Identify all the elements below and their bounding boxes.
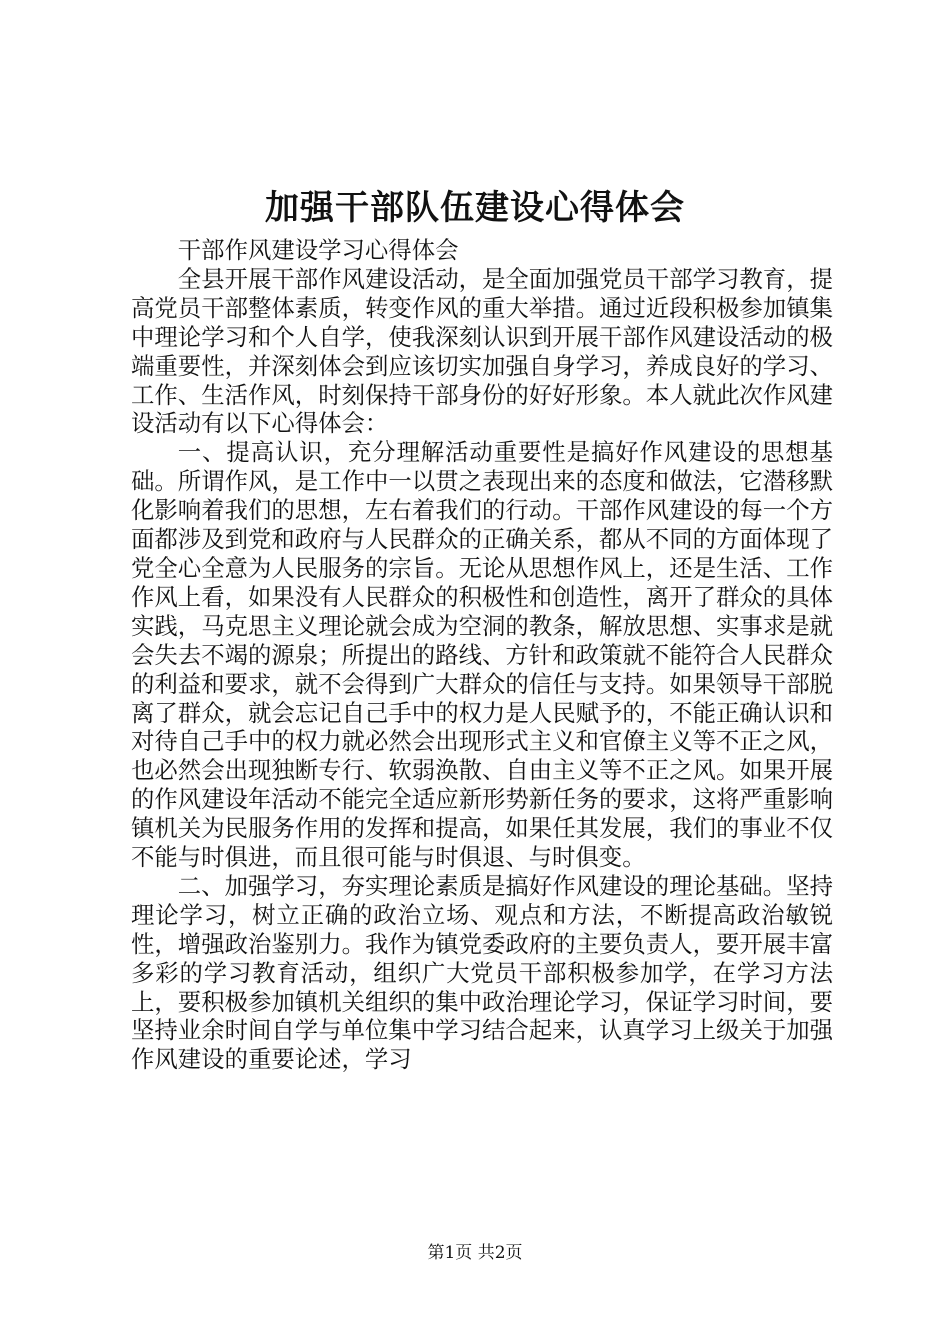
- intro-paragraph: 全县开展干部作风建设活动，是全面加强党员干部学习教育，提高党员干部整体素质，转变作风的重大举措。通过近段积极参加镇集中理论学习和个人自学，使我深刻认识到开展干部作风建设活动的极端重要性，并深刻体会到应该切实加强自身学习，养成良好的学习、工作、生活作风，时刻保持干部身份的好好形象。本人就此次作风建设活动有以下心得体会：: [131, 264, 833, 438]
- section-two-paragraph: 二、加强学习，夯实理论素质是搞好作风建设的理论基础。坚持理论学习，树立正确的政治立场、观点和方法，不断提高政治敏锐性，增强政治鉴别力。我作为镇党委政府的主要负责人，要开展丰富多彩的学习教育活动，组织广大党员干部积极参加学，在学习方法上，要积极参加镇机关组织的集中政治理论学习，保证学习时间，要坚持业余时间自学与单位集中学习结合起来，认真学习上级关于加强作风建设的重要论述，学习: [131, 871, 833, 1074]
- document-title: 加强干部队伍建设心得体会: [265, 188, 685, 228]
- section-one-paragraph: 一、提高认识，充分理解活动重要性是搞好作风建设的思想基础。所谓作风，是工作中一以贯之表现出来的态度和做法，它潜移默化影响着我们的思想，左右着我们的行动。干部作风建设的每一个方面都涉及到党和政府与人民群众的正确关系，都从不同的方面体现了党全心全意为人民服务的宗旨。无论从思想作风上，还是生活、工作作风上看，如果没有人民群众的积极性和创造性，离开了群众的具体实践，马克思主义理论就会成为空洞的教条，解放思想、实事求是就会失去不竭的源泉；所提出的路线、方针和政策就不能符合人民群众的利益和要求，就不会得到广大群众的信任与支持。如果领导干部脱离了群众，就会忘记自己手中的权力是人民赋予的，不能正确认识和对待自己手中的权力就必然会出现形式主义和官僚主义等不正之风，也必然会出现独断专行、软弱涣散、自由主义等不正之风。如果开展的作风建设年活动不能完全适应新形势新任务的要求，这将严重影响镇机关为民服务作用的发挥和提高，如果任其发展，我们的事业不仅不能与时俱进，而且很可能与时俱退、与时俱变。: [131, 438, 833, 872]
- document-body: [131, 236, 833, 1074]
- subtitle-paragraph: 干部作风建设学习心得体会: [177, 236, 459, 264]
- page-number-footer: 第1页 共2页: [427, 1243, 523, 1263]
